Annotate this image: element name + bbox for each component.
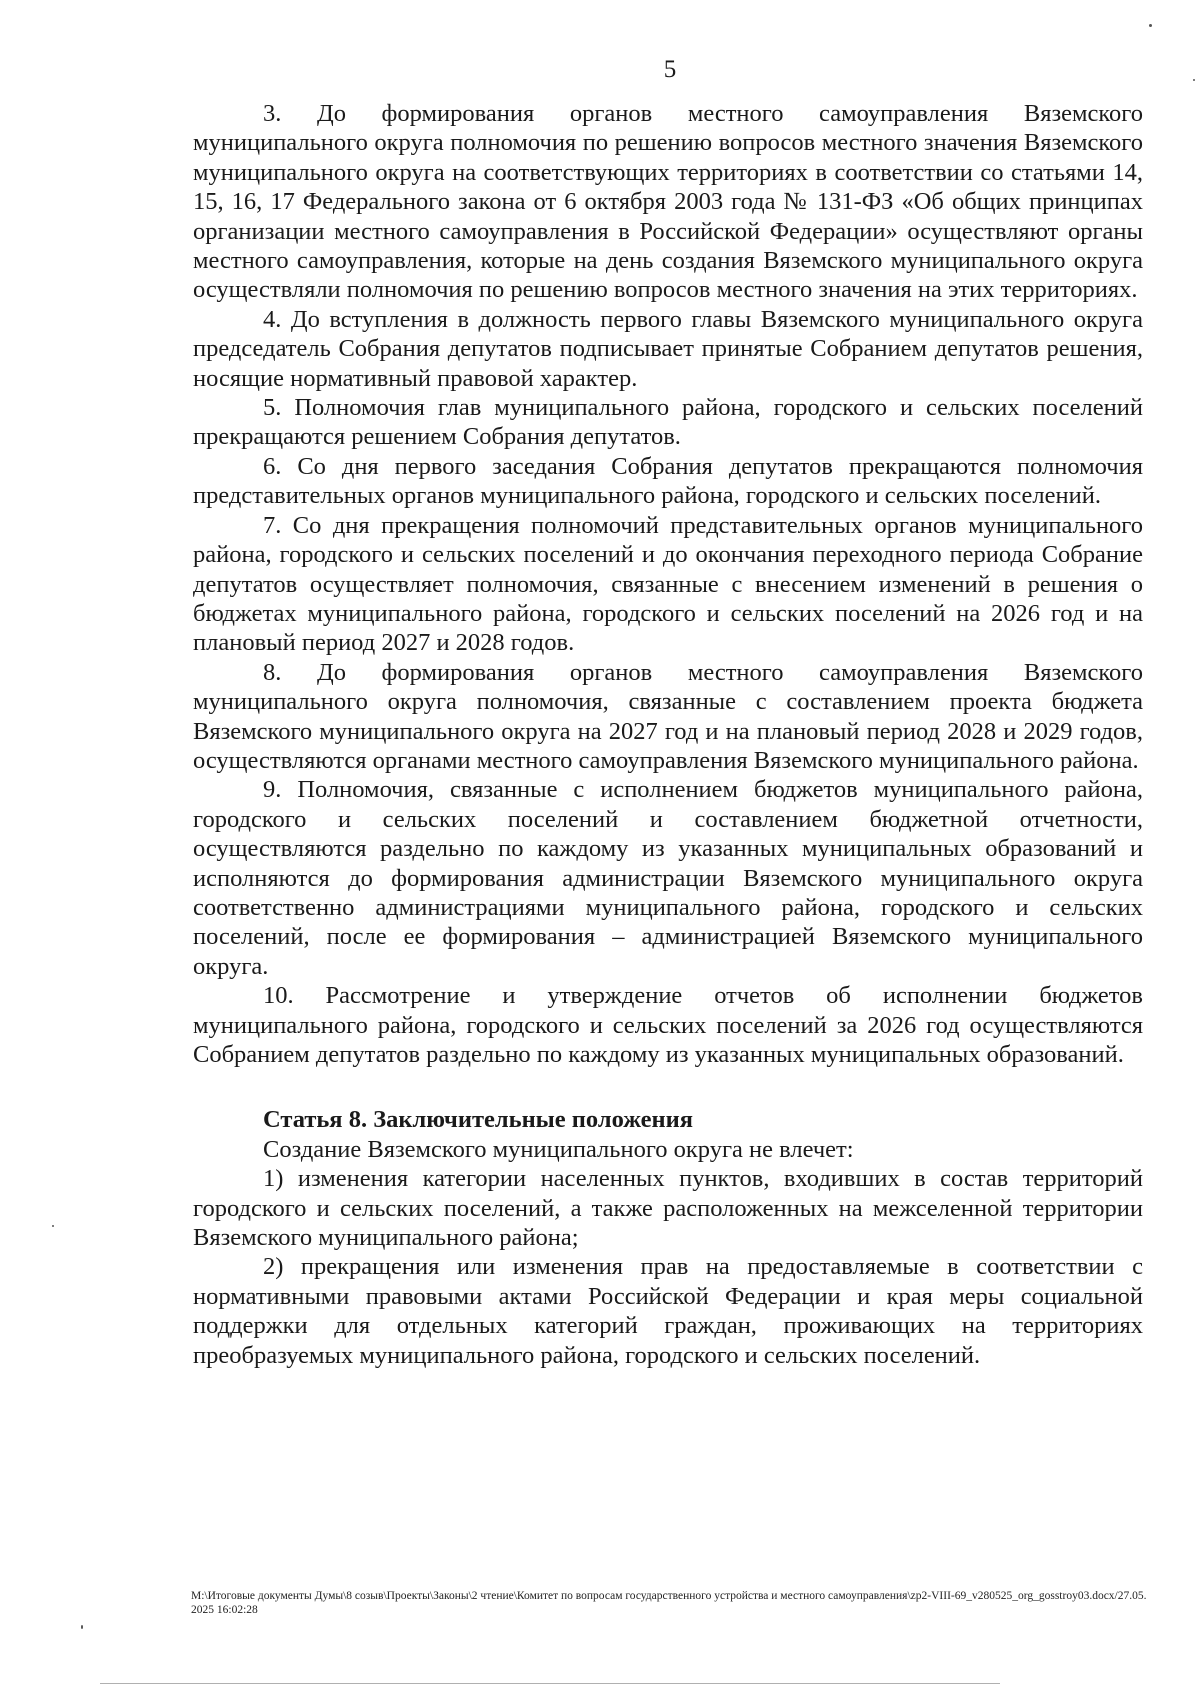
scan-speck bbox=[1193, 79, 1195, 81]
paragraph-4: 4. До вступления в должность первого главы Вяземского муниципального округа председатель Собрания депутатов подписывает принятые Собранием депутатов решения, носящие нормативный правовой характер. bbox=[193, 305, 1143, 392]
page-number: 5 bbox=[663, 56, 677, 83]
document-body bbox=[193, 99, 1143, 1370]
paragraph-6: 6. Со дня первого заседания Собрания депутатов прекращаются полномочия представительных органов муниципального района, городского и сельских поселений. bbox=[193, 452, 1143, 510]
paragraph-5: 5. Полномочия глав муниципального района, городского и сельских поселений прекращаются решением Собрания депутатов. bbox=[193, 394, 1143, 451]
scan-edge-line bbox=[100, 1683, 1000, 1684]
paragraph-9: 9. Полномочия, связанные с исполнением бюджетов муниципального района, городского и сельских поселений и составлением бюджетной отчетности, осуществляются раздельно по каждому из указанных муниципальных образований и исполняются до формирования администрации Вяземского муниципального округа соответственно администрациями муниципального района, городского и сельских поселений, после ее формирования – администрацией Вяземского муниципального округа. bbox=[193, 776, 1143, 980]
scan-speck bbox=[1149, 24, 1152, 27]
scan-speck bbox=[52, 1225, 54, 1227]
paragraph-7: 7. Со дня прекращения полномочий представительных органов муниципального района, городского и сельских поселений и до окончания переходного периода Собрание депутатов осуществляет полномочия, связанные с внесением изменений в решения о бюджетах муниципального района, городского и сельских поселений на 2026 год и на плановый период 2027 и 2028 годов. bbox=[193, 511, 1143, 657]
paragraph-10: 10. Рассмотрение и утверждение отчетов об исполнении бюджетов муниципального района, городского и сельских поселений за 2026 год осуществляются Собранием депутатов раздельно по каждому из указанных муниципальных образований. bbox=[193, 982, 1143, 1068]
paragraph-8: 8. До формирования органов местного самоуправления Вяземского муниципального округа полномочия, связанные с составлением проекта бюджета Вяземского муниципального округа на 2027 год и на плановый период 2028 и 2029 годов, осуществляются органами местного самоуправления Вяземского муниципального района. bbox=[193, 658, 1143, 774]
paragraph-3: 3. До формирования органов местного самоуправления Вяземского муниципального округа полномочия по решению вопросов местного значения Вяземского муниципального округа на соответствующих территориях в соответствии со статьями 14, 15, 16, 17 Федерального закона от 6 октября 2003 года № 131-ФЗ «Об общих принципах организации местного самоуправления в Российской Федерации» осуществляют органы местного самоуправления, которые на день создания Вяземского муниципального округа осуществляли полномочия по решению вопросов местного значения на этих территориях. bbox=[193, 100, 1143, 304]
scan-speck bbox=[81, 1625, 83, 1629]
file-path-footer: M:\Итоговые документы Думы\8 созыв\Проекты\Законы\2 чтение\Комитет по вопросам государственного устройства и местного самоуправления\zp2-VIII-69_v280525_org_gosstroy03.docx/27.05.2025 16:02:28 bbox=[191, 1590, 1147, 1616]
article-8-intro: Создание Вяземского муниципального округа не влечет: bbox=[263, 1135, 854, 1163]
article-8-item-2: 2) прекращения или изменения прав на предоставляемые в соответствии с нормативными правовыми актами Российской Федерации и края меры социальной поддержки для отдельных категорий граждан, проживающих на территориях преобразуемых муниципального района, городского и сельских поселений. bbox=[193, 1253, 1143, 1369]
article-8-item-1: 1) изменения категории населенных пунктов, входивших в состав территорий городского и сельских поселений, а также расположенных на межселенной территории Вяземского муниципального района; bbox=[193, 1165, 1143, 1252]
article-8-heading: Статья 8. Заключительные положения bbox=[263, 1106, 694, 1134]
